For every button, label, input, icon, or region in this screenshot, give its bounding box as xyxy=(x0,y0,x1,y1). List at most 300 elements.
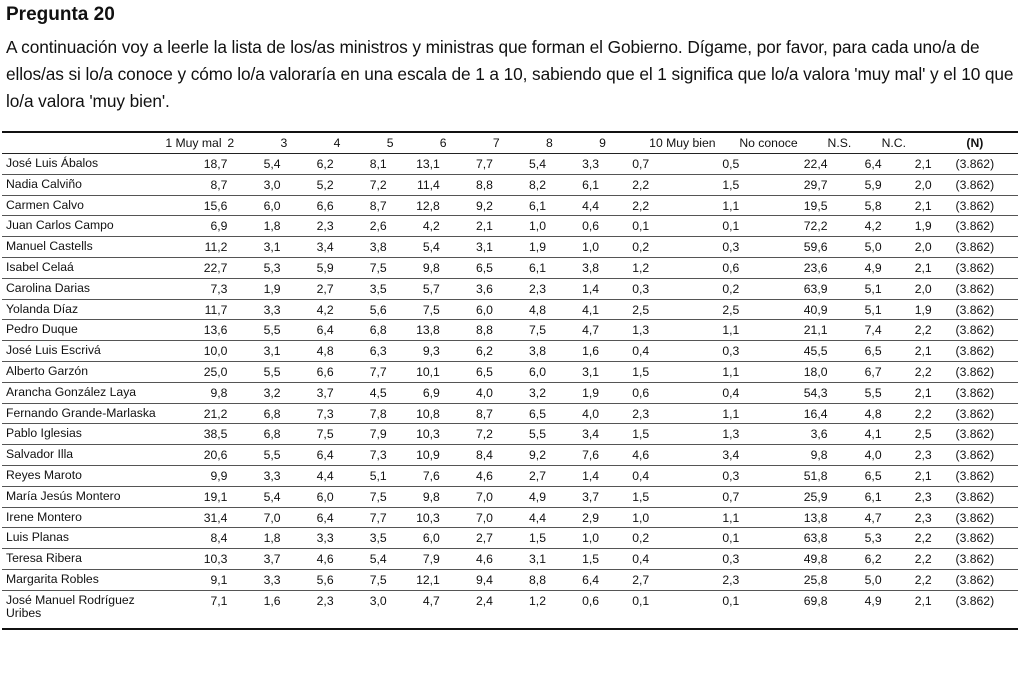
percentage-cell: 0,3 xyxy=(649,465,739,486)
percentage-cell: 6,0 xyxy=(387,528,440,549)
sample-size-cell: (3.862) xyxy=(932,403,1018,424)
header-column: 7 xyxy=(493,132,546,154)
percentage-cell: 40,9 xyxy=(739,299,827,320)
percentage-cell: 2,4 xyxy=(440,590,493,629)
minister-name: Pablo Iglesias xyxy=(2,424,165,445)
sample-size-cell: (3.862) xyxy=(932,237,1018,258)
percentage-cell: 2,1 xyxy=(882,154,932,175)
percentage-cell: 6,4 xyxy=(546,569,599,590)
percentage-cell: 4,4 xyxy=(493,507,546,528)
percentage-cell: 5,8 xyxy=(828,195,882,216)
table-row xyxy=(2,195,1018,216)
percentage-cell: 19,5 xyxy=(739,195,827,216)
percentage-cell: 4,9 xyxy=(493,486,546,507)
minister-name: José Luis Escrivá xyxy=(2,341,165,362)
percentage-cell: 3,8 xyxy=(546,257,599,278)
percentage-cell: 1,5 xyxy=(599,361,649,382)
percentage-cell: 0,6 xyxy=(649,257,739,278)
percentage-cell: 3,1 xyxy=(493,549,546,570)
sample-size-cell: (3.862) xyxy=(932,382,1018,403)
percentage-cell: 10,1 xyxy=(387,361,440,382)
percentage-cell: 6,0 xyxy=(227,195,280,216)
minister-name: Teresa Ribera xyxy=(2,549,165,570)
percentage-cell: 29,7 xyxy=(739,174,827,195)
percentage-cell: 7,2 xyxy=(334,174,387,195)
percentage-cell: 2,5 xyxy=(649,299,739,320)
percentage-cell: 7,5 xyxy=(281,424,334,445)
percentage-cell: 2,1 xyxy=(882,195,932,216)
percentage-cell: 1,4 xyxy=(546,465,599,486)
percentage-cell: 4,8 xyxy=(281,341,334,362)
minister-name: Yolanda Díaz xyxy=(2,299,165,320)
percentage-cell: 6,6 xyxy=(281,195,334,216)
percentage-cell: 2,1 xyxy=(440,216,493,237)
percentage-cell: 1,1 xyxy=(649,320,739,341)
percentage-cell: 2,5 xyxy=(599,299,649,320)
percentage-cell: 2,5 xyxy=(882,424,932,445)
percentage-cell: 5,5 xyxy=(227,361,280,382)
percentage-cell: 23,6 xyxy=(739,257,827,278)
table-row xyxy=(2,361,1018,382)
percentage-cell: 7,7 xyxy=(440,154,493,175)
percentage-cell: 1,1 xyxy=(649,195,739,216)
percentage-cell: 6,4 xyxy=(281,320,334,341)
table-row xyxy=(2,569,1018,590)
percentage-cell: 5,6 xyxy=(281,569,334,590)
minister-name: Reyes Maroto xyxy=(2,465,165,486)
percentage-cell: 7,3 xyxy=(334,445,387,466)
percentage-cell: 3,7 xyxy=(281,382,334,403)
sample-size-cell: (3.862) xyxy=(932,361,1018,382)
percentage-cell: 45,5 xyxy=(739,341,827,362)
percentage-cell: 3,0 xyxy=(227,174,280,195)
percentage-cell: 21,2 xyxy=(165,403,227,424)
minister-name: Margarita Robles xyxy=(2,569,165,590)
percentage-cell: 3,4 xyxy=(281,237,334,258)
percentage-cell: 6,5 xyxy=(440,361,493,382)
table-row xyxy=(2,216,1018,237)
percentage-cell: 54,3 xyxy=(739,382,827,403)
percentage-cell: 15,6 xyxy=(165,195,227,216)
percentage-cell: 10,3 xyxy=(387,424,440,445)
percentage-cell: 4,4 xyxy=(281,465,334,486)
percentage-cell: 25,9 xyxy=(739,486,827,507)
percentage-cell: 5,4 xyxy=(387,237,440,258)
percentage-cell: 3,3 xyxy=(227,465,280,486)
percentage-cell: 3,7 xyxy=(227,549,280,570)
percentage-cell: 9,8 xyxy=(739,445,827,466)
percentage-cell: 5,4 xyxy=(493,154,546,175)
table-row xyxy=(2,445,1018,466)
percentage-cell: 31,4 xyxy=(165,507,227,528)
sample-size-cell: (3.862) xyxy=(932,216,1018,237)
percentage-cell: 4,7 xyxy=(387,590,440,629)
percentage-cell: 69,8 xyxy=(739,590,827,629)
table-row xyxy=(2,278,1018,299)
percentage-cell: 4,6 xyxy=(440,465,493,486)
sample-size-cell: (3.862) xyxy=(932,445,1018,466)
percentage-cell: 6,7 xyxy=(828,361,882,382)
minister-name: Isabel Celaá xyxy=(2,257,165,278)
percentage-cell: 2,1 xyxy=(882,590,932,629)
percentage-cell: 3,6 xyxy=(440,278,493,299)
percentage-cell: 1,8 xyxy=(227,216,280,237)
percentage-cell: 8,7 xyxy=(165,174,227,195)
percentage-cell: 5,1 xyxy=(828,299,882,320)
header-name-column xyxy=(2,132,165,154)
percentage-cell: 6,3 xyxy=(334,341,387,362)
percentage-cell: 2,3 xyxy=(882,445,932,466)
minister-name: José Luis Ábalos xyxy=(2,154,165,175)
header-column: No conoce xyxy=(739,132,827,154)
percentage-cell: 6,2 xyxy=(281,154,334,175)
table-row xyxy=(2,237,1018,258)
percentage-cell: 1,1 xyxy=(649,507,739,528)
minister-name: Nadia Calviño xyxy=(2,174,165,195)
percentage-cell: 10,3 xyxy=(387,507,440,528)
percentage-cell: 6,4 xyxy=(281,445,334,466)
percentage-cell: 4,9 xyxy=(828,257,882,278)
percentage-cell: 4,7 xyxy=(828,507,882,528)
header-column: N.S. xyxy=(828,132,882,154)
percentage-cell: 1,1 xyxy=(649,403,739,424)
percentage-cell: 6,8 xyxy=(334,320,387,341)
percentage-cell: 3,2 xyxy=(227,382,280,403)
percentage-cell: 9,8 xyxy=(165,382,227,403)
minister-name: Carmen Calvo xyxy=(2,195,165,216)
percentage-cell: 7,0 xyxy=(440,486,493,507)
sample-size-cell: (3.862) xyxy=(932,486,1018,507)
percentage-cell: 5,1 xyxy=(334,465,387,486)
percentage-cell: 2,3 xyxy=(281,216,334,237)
percentage-cell: 4,8 xyxy=(828,403,882,424)
percentage-cell: 0,4 xyxy=(599,549,649,570)
percentage-cell: 0,5 xyxy=(649,154,739,175)
minister-name: María Jesús Montero xyxy=(2,486,165,507)
percentage-cell: 5,1 xyxy=(828,278,882,299)
percentage-cell: 8,8 xyxy=(440,320,493,341)
table-row xyxy=(2,590,1018,629)
percentage-cell: 8,4 xyxy=(165,528,227,549)
sample-size-cell: (3.862) xyxy=(932,174,1018,195)
percentage-cell: 5,3 xyxy=(828,528,882,549)
sample-size-cell: (3.862) xyxy=(932,278,1018,299)
percentage-cell: 11,4 xyxy=(387,174,440,195)
table-row xyxy=(2,403,1018,424)
sample-size-cell: (3.862) xyxy=(932,299,1018,320)
percentage-cell: 7,5 xyxy=(493,320,546,341)
percentage-cell: 6,4 xyxy=(828,154,882,175)
percentage-cell: 3,8 xyxy=(493,341,546,362)
percentage-cell: 2,3 xyxy=(281,590,334,629)
ratings-table xyxy=(2,131,1018,630)
percentage-cell: 7,5 xyxy=(334,486,387,507)
percentage-cell: 9,3 xyxy=(387,341,440,362)
percentage-cell: 6,4 xyxy=(281,507,334,528)
percentage-cell: 5,5 xyxy=(493,424,546,445)
percentage-cell: 4,2 xyxy=(281,299,334,320)
percentage-cell: 16,4 xyxy=(739,403,827,424)
header-column: N.C. xyxy=(882,132,932,154)
percentage-cell: 2,1 xyxy=(882,465,932,486)
percentage-cell: 1,0 xyxy=(599,507,649,528)
percentage-cell: 2,7 xyxy=(599,569,649,590)
percentage-cell: 7,6 xyxy=(387,465,440,486)
percentage-cell: 22,7 xyxy=(165,257,227,278)
percentage-cell: 2,9 xyxy=(546,507,599,528)
table-row xyxy=(2,341,1018,362)
percentage-cell: 9,2 xyxy=(440,195,493,216)
table-row xyxy=(2,174,1018,195)
minister-name: Salvador Illa xyxy=(2,445,165,466)
percentage-cell: 1,0 xyxy=(493,216,546,237)
percentage-cell: 3,5 xyxy=(334,278,387,299)
sample-size-cell: (3.862) xyxy=(932,549,1018,570)
percentage-cell: 9,2 xyxy=(493,445,546,466)
percentage-cell: 6,1 xyxy=(546,174,599,195)
table-row xyxy=(2,465,1018,486)
percentage-cell: 0,1 xyxy=(649,216,739,237)
percentage-cell: 2,3 xyxy=(493,278,546,299)
sample-size-cell: (3.862) xyxy=(932,590,1018,629)
percentage-cell: 4,1 xyxy=(828,424,882,445)
header-column: 9 xyxy=(599,132,649,154)
percentage-cell: 13,8 xyxy=(739,507,827,528)
percentage-cell: 0,3 xyxy=(649,549,739,570)
percentage-cell: 3,4 xyxy=(546,424,599,445)
percentage-cell: 1,6 xyxy=(227,590,280,629)
percentage-cell: 5,2 xyxy=(281,174,334,195)
percentage-cell: 1,5 xyxy=(599,424,649,445)
percentage-cell: 8,7 xyxy=(334,195,387,216)
sample-size-cell: (3.862) xyxy=(932,320,1018,341)
percentage-cell: 10,0 xyxy=(165,341,227,362)
percentage-cell: 1,5 xyxy=(649,174,739,195)
percentage-cell: 4,0 xyxy=(828,445,882,466)
percentage-cell: 7,4 xyxy=(828,320,882,341)
percentage-cell: 10,9 xyxy=(387,445,440,466)
percentage-cell: 3,6 xyxy=(739,424,827,445)
percentage-cell: 5,5 xyxy=(828,382,882,403)
percentage-cell: 1,3 xyxy=(599,320,649,341)
percentage-cell: 10,8 xyxy=(387,403,440,424)
table-row xyxy=(2,549,1018,570)
percentage-cell: 2,2 xyxy=(882,320,932,341)
percentage-cell: 5,4 xyxy=(227,486,280,507)
percentage-cell: 4,9 xyxy=(828,590,882,629)
percentage-cell: 10,3 xyxy=(165,549,227,570)
sample-size-cell: (3.862) xyxy=(932,154,1018,175)
percentage-cell: 0,4 xyxy=(649,382,739,403)
sample-size-cell: (3.862) xyxy=(932,465,1018,486)
percentage-cell: 7,3 xyxy=(281,403,334,424)
percentage-cell: 3,3 xyxy=(227,569,280,590)
percentage-cell: 0,3 xyxy=(649,237,739,258)
header-column: 6 xyxy=(440,132,493,154)
percentage-cell: 4,4 xyxy=(546,195,599,216)
percentage-cell: 0,6 xyxy=(546,216,599,237)
percentage-cell: 2,3 xyxy=(882,507,932,528)
percentage-cell: 3,1 xyxy=(440,237,493,258)
percentage-cell: 2,2 xyxy=(882,569,932,590)
percentage-cell: 6,6 xyxy=(281,361,334,382)
percentage-cell: 5,5 xyxy=(227,320,280,341)
sample-size-cell: (3.862) xyxy=(932,424,1018,445)
minister-name: Pedro Duque xyxy=(2,320,165,341)
percentage-cell: 4,2 xyxy=(828,216,882,237)
sample-size-cell: (3.862) xyxy=(932,507,1018,528)
minister-name: José Manuel Rodríguez Uribes xyxy=(2,590,165,629)
percentage-cell: 0,3 xyxy=(649,341,739,362)
percentage-cell: 13,1 xyxy=(387,154,440,175)
percentage-cell: 1,0 xyxy=(546,528,599,549)
percentage-cell: 7,2 xyxy=(440,424,493,445)
percentage-cell: 5,7 xyxy=(387,278,440,299)
percentage-cell: 0,6 xyxy=(546,590,599,629)
percentage-cell: 6,9 xyxy=(387,382,440,403)
percentage-cell: 21,1 xyxy=(739,320,827,341)
percentage-cell: 1,2 xyxy=(599,257,649,278)
percentage-cell: 5,3 xyxy=(227,257,280,278)
header-column: 4 xyxy=(334,132,387,154)
percentage-cell: 3,1 xyxy=(227,237,280,258)
percentage-cell: 1,6 xyxy=(546,341,599,362)
percentage-cell: 7,7 xyxy=(334,361,387,382)
percentage-cell: 3,1 xyxy=(546,361,599,382)
percentage-cell: 49,8 xyxy=(739,549,827,570)
table-row xyxy=(2,486,1018,507)
percentage-cell: 2,0 xyxy=(882,278,932,299)
percentage-cell: 1,4 xyxy=(546,278,599,299)
percentage-cell: 4,2 xyxy=(387,216,440,237)
percentage-cell: 4,1 xyxy=(546,299,599,320)
table-row xyxy=(2,320,1018,341)
percentage-cell: 63,8 xyxy=(739,528,827,549)
percentage-cell: 6,8 xyxy=(227,403,280,424)
percentage-cell: 2,2 xyxy=(882,549,932,570)
percentage-cell: 9,8 xyxy=(387,486,440,507)
percentage-cell: 1,5 xyxy=(546,549,599,570)
percentage-cell: 6,5 xyxy=(493,403,546,424)
percentage-cell: 5,4 xyxy=(334,549,387,570)
question-text: A continuación voy a leerle la lista de los/as ministros y ministras que forman el Gobierno. Dígame, por favor, para cada uno/a de ellos/as si lo/a conoce y cómo lo/a valoraría en una escala de 1 a 10, sabiendo que el 1 significa que lo/a valora 'muy mal' y el 10 que lo/a valora 'muy bien'. xyxy=(6,37,1014,111)
percentage-cell: 7,1 xyxy=(165,590,227,629)
percentage-cell: 2,3 xyxy=(882,486,932,507)
percentage-cell: 6,2 xyxy=(440,341,493,362)
percentage-cell: 8,8 xyxy=(493,569,546,590)
percentage-cell: 2,6 xyxy=(334,216,387,237)
header-column: 3 xyxy=(281,132,334,154)
percentage-cell: 3,5 xyxy=(334,528,387,549)
percentage-cell: 6,9 xyxy=(165,216,227,237)
percentage-cell: 4,6 xyxy=(281,549,334,570)
percentage-cell: 8,7 xyxy=(440,403,493,424)
percentage-cell: 4,6 xyxy=(599,445,649,466)
percentage-cell: 7,0 xyxy=(440,507,493,528)
percentage-cell: 13,6 xyxy=(165,320,227,341)
percentage-cell: 0,6 xyxy=(599,382,649,403)
percentage-cell: 6,8 xyxy=(227,424,280,445)
sample-size-cell: (3.862) xyxy=(932,569,1018,590)
percentage-cell: 1,9 xyxy=(493,237,546,258)
percentage-cell: 5,4 xyxy=(227,154,280,175)
percentage-cell: 0,1 xyxy=(599,216,649,237)
percentage-cell: 0,3 xyxy=(599,278,649,299)
percentage-cell: 7,6 xyxy=(546,445,599,466)
table-row xyxy=(2,257,1018,278)
percentage-cell: 7,3 xyxy=(165,278,227,299)
percentage-cell: 9,9 xyxy=(165,465,227,486)
percentage-cell: 1,1 xyxy=(649,361,739,382)
percentage-cell: 19,1 xyxy=(165,486,227,507)
percentage-cell: 9,4 xyxy=(440,569,493,590)
percentage-cell: 2,1 xyxy=(882,382,932,403)
percentage-cell: 25,0 xyxy=(165,361,227,382)
table-body xyxy=(2,154,1018,630)
percentage-cell: 2,2 xyxy=(882,361,932,382)
percentage-cell: 9,1 xyxy=(165,569,227,590)
sample-size-cell: (3.862) xyxy=(932,257,1018,278)
percentage-cell: 0,1 xyxy=(649,528,739,549)
percentage-cell: 7,5 xyxy=(334,569,387,590)
percentage-cell: 7,9 xyxy=(387,549,440,570)
percentage-cell: 51,8 xyxy=(739,465,827,486)
percentage-cell: 3,8 xyxy=(334,237,387,258)
percentage-cell: 11,2 xyxy=(165,237,227,258)
percentage-cell: 7,5 xyxy=(334,257,387,278)
table-row xyxy=(2,154,1018,175)
percentage-cell: 5,0 xyxy=(828,569,882,590)
header-column: 5 xyxy=(387,132,440,154)
percentage-cell: 11,7 xyxy=(165,299,227,320)
header-column: 8 xyxy=(546,132,599,154)
percentage-cell: 59,6 xyxy=(739,237,827,258)
percentage-cell: 7,7 xyxy=(334,507,387,528)
percentage-cell: 7,9 xyxy=(334,424,387,445)
percentage-cell: 12,1 xyxy=(387,569,440,590)
sample-size-cell: (3.862) xyxy=(932,341,1018,362)
percentage-cell: 6,5 xyxy=(440,257,493,278)
percentage-cell: 2,3 xyxy=(649,569,739,590)
percentage-cell: 5,6 xyxy=(334,299,387,320)
percentage-cell: 1,2 xyxy=(493,590,546,629)
percentage-cell: 0,2 xyxy=(599,528,649,549)
percentage-cell: 0,1 xyxy=(599,590,649,629)
percentage-cell: 0,4 xyxy=(599,465,649,486)
percentage-cell: 6,0 xyxy=(493,361,546,382)
percentage-cell: 5,5 xyxy=(227,445,280,466)
percentage-cell: 0,2 xyxy=(599,237,649,258)
percentage-cell: 8,1 xyxy=(334,154,387,175)
percentage-cell: 0,4 xyxy=(599,341,649,362)
percentage-cell: 0,7 xyxy=(649,486,739,507)
percentage-cell: 2,1 xyxy=(882,257,932,278)
percentage-cell: 3,1 xyxy=(227,341,280,362)
percentage-cell: 6,0 xyxy=(281,486,334,507)
percentage-cell: 2,0 xyxy=(882,237,932,258)
percentage-cell: 63,9 xyxy=(739,278,827,299)
percentage-cell: 5,9 xyxy=(828,174,882,195)
header-column: 10 Muy bien xyxy=(649,132,739,154)
percentage-cell: 4,7 xyxy=(546,320,599,341)
percentage-cell: 4,8 xyxy=(493,299,546,320)
percentage-cell: 13,8 xyxy=(387,320,440,341)
percentage-cell: 18,7 xyxy=(165,154,227,175)
percentage-cell: 4,0 xyxy=(440,382,493,403)
percentage-cell: 7,0 xyxy=(227,507,280,528)
percentage-cell: 12,8 xyxy=(387,195,440,216)
table-row xyxy=(2,299,1018,320)
